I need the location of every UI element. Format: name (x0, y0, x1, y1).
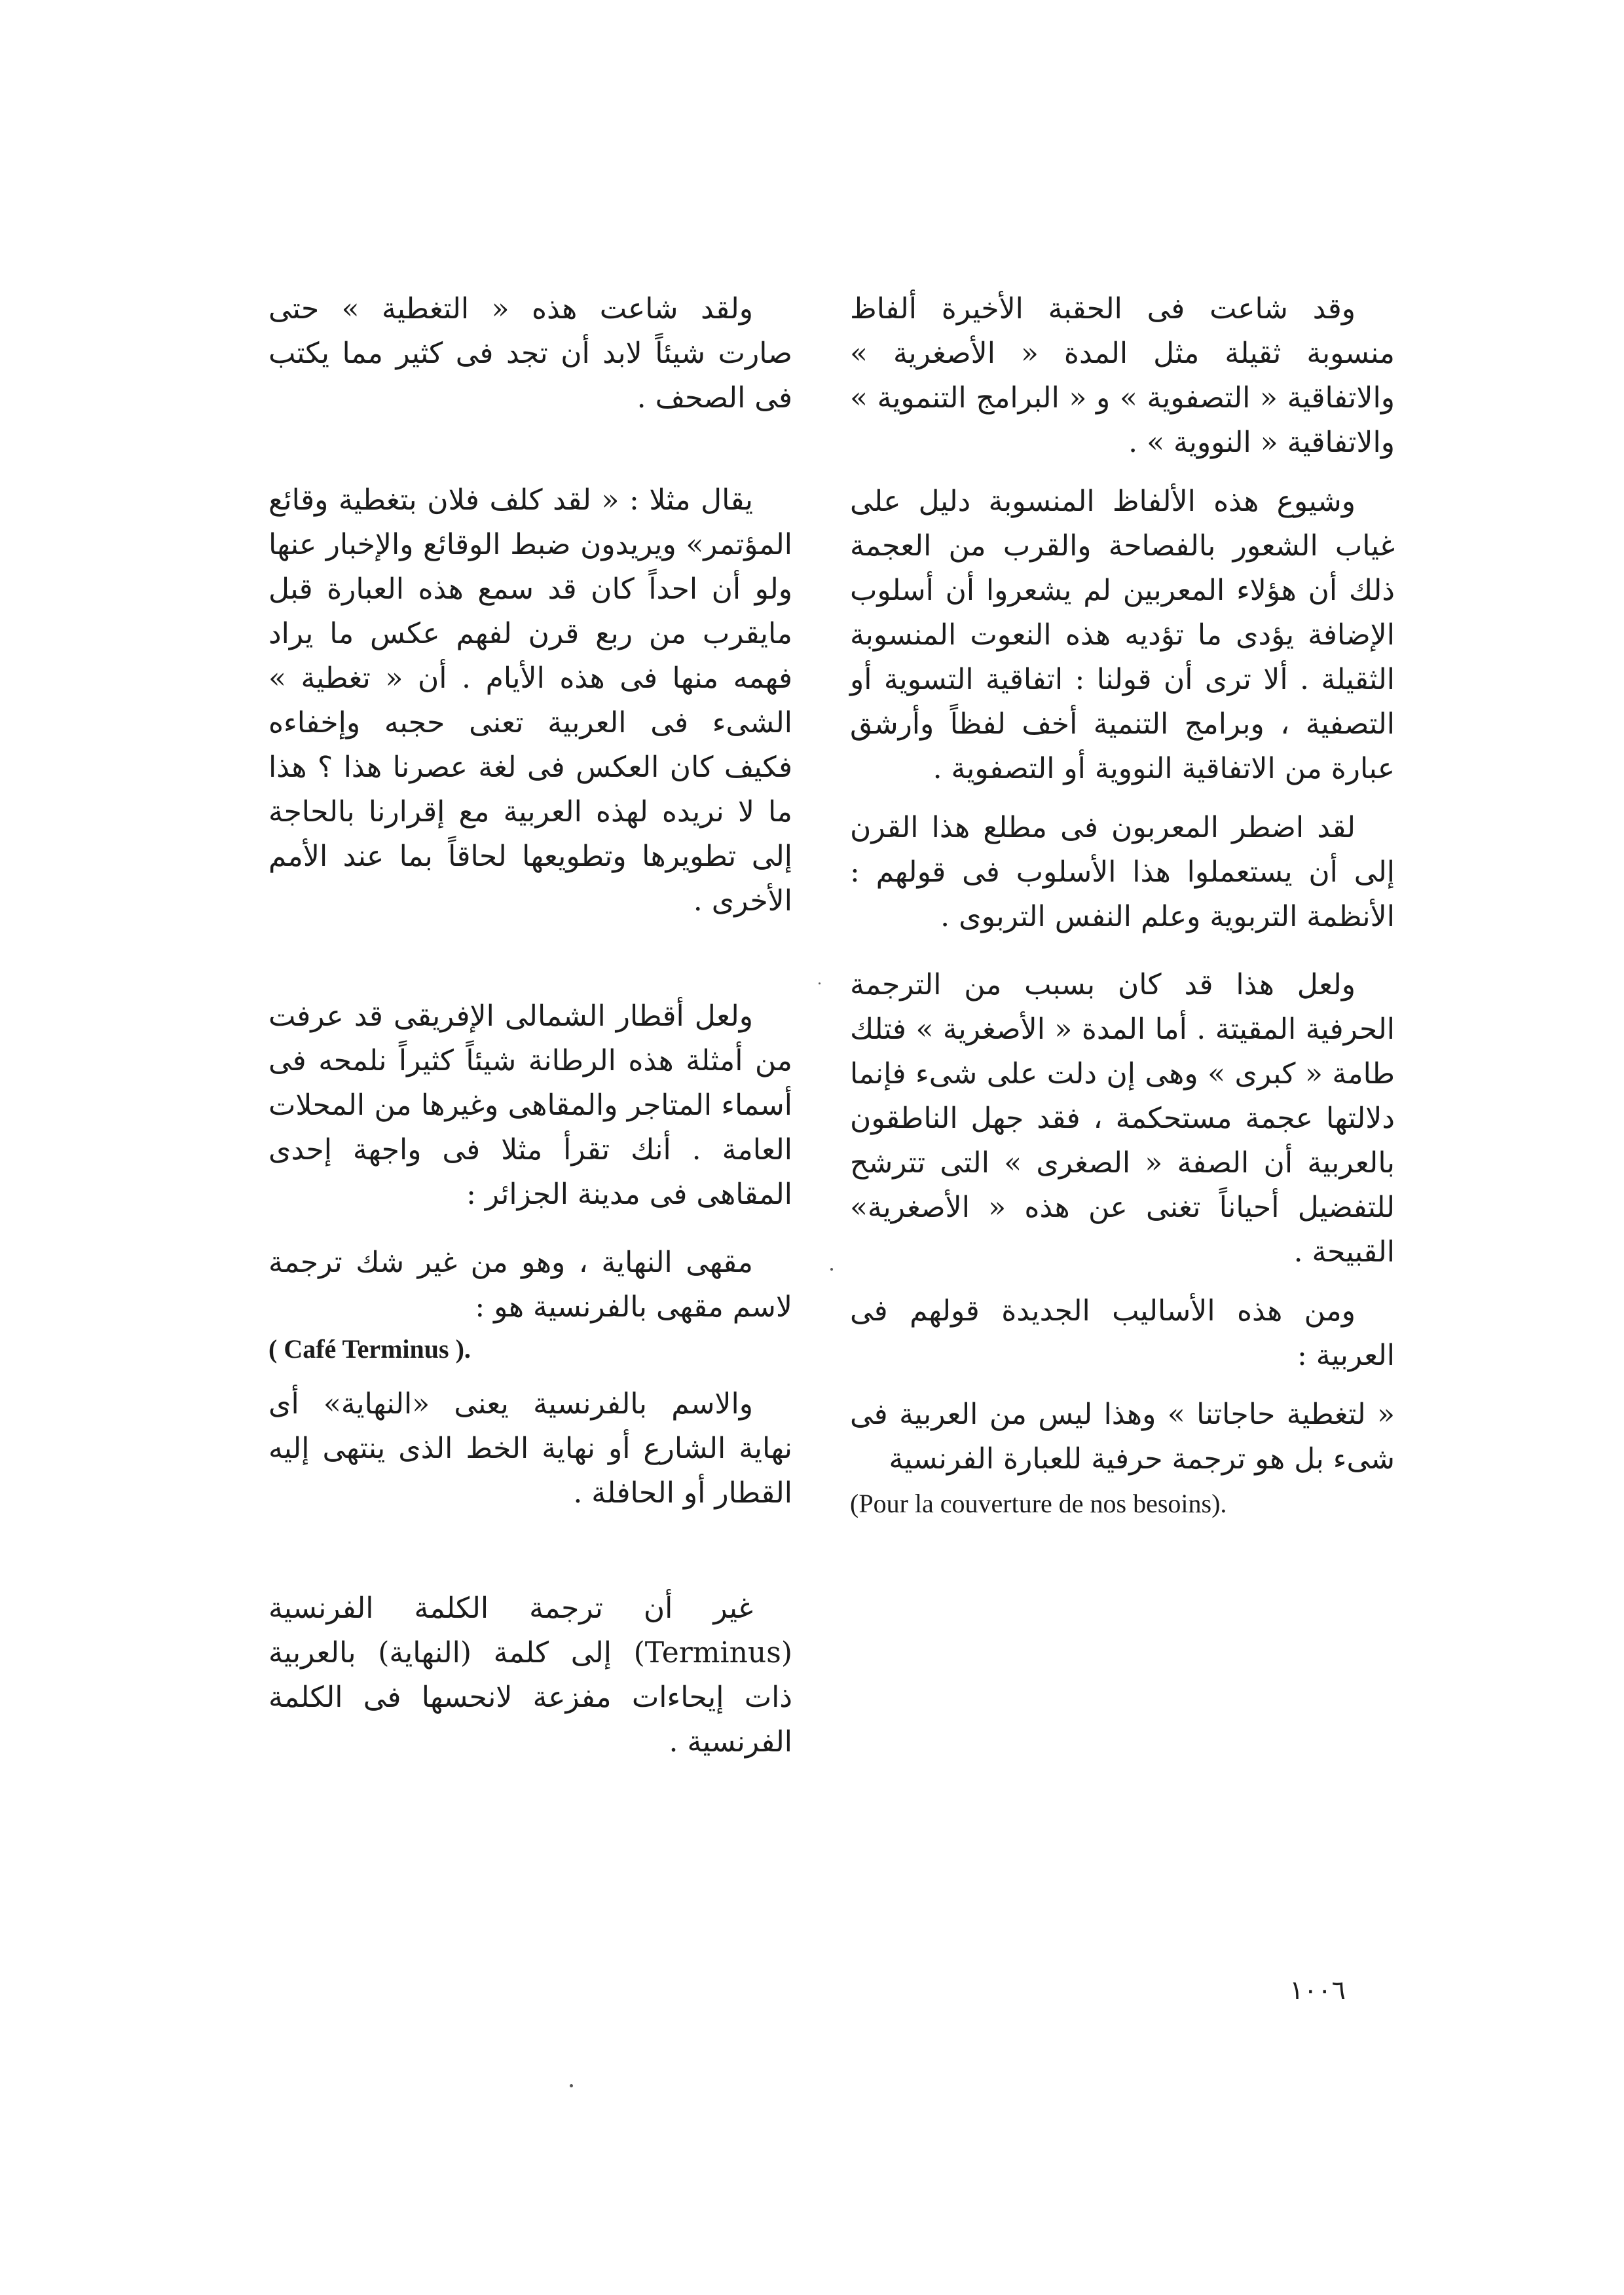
paragraph: ومن هذه الأساليب الجديدة قولهم فى العربية : (850, 1294, 1395, 1372)
right-column (850, 287, 1395, 1522)
paragraph: والاسم بالفرنسية يعنى «النهاية» أى نهاية الشارع أو نهاية الخط الذى ينتهى إليه القطار أو الحافلة . (268, 1387, 792, 1510)
left-column (268, 287, 792, 1764)
french-quote: ( Café Terminus ). (268, 1334, 471, 1364)
scan-speck (819, 982, 821, 984)
paragraph: وشيوع هذه الألفاظ المنسوبة دليل على غياب الشعور بالفصاحة والقرب من العجمة ذلك أن هؤلاء المعربين لم يشعروا أن أسلوب الإضافة يؤدى ما تؤديه هذه النعوت المنسوبة الثقيلة . ألا ترى أن قولنا : اتفاقية التسوية أو التصفية ، وبرامج التنمية أخف لفظاً وأرشق عبارة من الاتفاقية النووية أو التصفوية . (850, 485, 1395, 785)
scan-speck (830, 1268, 833, 1271)
paragraph: يقال مثلا : « لقد كلف فلان بتغطية وقائع المؤتمر» ويريدون ضبط الوقائع والإخبار عنها ولو أن احداً كان قد سمع هذه العبارة قبل مايقرب من ربع قرن لفهم عكس ما يراد فهمه منها فى هذه الأيام . أن « تغطية » الشىء فى العربية تعنى حجبه وإخفاءه فكيف كان العكس فى لغة عصرنا هذا ؟ هذا ما لا نريده لهذه العربية مع إقرارنا بالحاجة إلى تطويرها وتطويعها لحاقاً بما عند الأمم الأخرى . (268, 483, 792, 918)
paragraph: « لتغطية حاجاتنا » وهذا ليس من العربية فى شىء بل هو ترجمة حرفية للعبارة الفرنسية (850, 1398, 1395, 1476)
french-quote: (Pour la couverture de nos besoins). (850, 1489, 1227, 1518)
page-number: ١٠٠٦ (1289, 1975, 1346, 2006)
paragraph: وقد شاعت فى الحقبة الأخيرة ألفاظ منسوبة ثقيلة مثل المدة « الأصغرية » والاتفاقية « التصفوية » و « البرامج التنموية » والاتفاقية « النووية » . (850, 292, 1395, 459)
paragraph: مقهى النهاية ، وهو من غير شك ترجمة لاسم مقهى بالفرنسية هو : (268, 1246, 792, 1324)
paragraph: ولعل أقطار الشمالى الإفريقى قد عرفت من أمثلة هذه الرطانة شيئاً كثيراً نلمحه فى أسماء المتاجر والمقاهى وغيرها من المحلات العامة . أنك تقرأ مثلا فى واجهة إحدى المقاهى فى مدينة الجزائر : (268, 999, 792, 1211)
paragraph: ولقد شاعت هذه « التغطية » حتى صارت شيئاً لابد أن تجد فى كثير مما يكتب فى الصحف . (268, 292, 792, 415)
paragraph: لقد اضطر المعربون فى مطلع هذا القرن إلى أن يستعملوا هذا الأسلوب فى قولهم : الأنظمة التربوية وعلم النفس التربوى . (850, 811, 1395, 933)
scan-speck (570, 2084, 573, 2087)
paragraph: غير أن ترجمة الكلمة الفرنسية (Terminus) إلى كلمة (النهاية) بالعربية ذات إيحاءات مفزعة لانحسها فى الكلمة الفرنسية . (268, 1592, 792, 1759)
paragraph: ولعل هذا قد كان بسبب من الترجمة الحرفية المقيتة . أما المدة « الأصغرية » فتلك طامة « كبرى » وهى إن دلت على شىء فإنما دلالتها عجمة مستحكمة ، فقد جهل الناطقون بالعربية أن الصفة « الصغرى » التى تترشح للتفضيل أحياناً تغنى عن هذه « الأصغرية» القبيحة . (850, 968, 1395, 1269)
